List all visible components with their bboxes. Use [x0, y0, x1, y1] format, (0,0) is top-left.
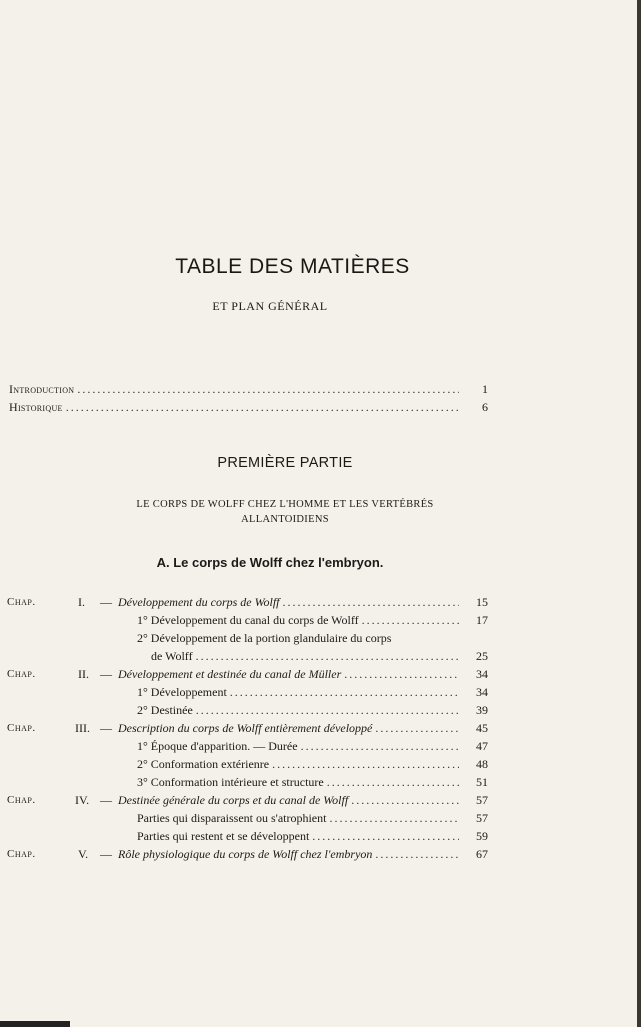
- toc-row-historique[interactable]: [9, 400, 488, 415]
- chapter-tag: Chap.: [7, 848, 36, 860]
- toc-row-entry[interactable]: [137, 685, 488, 700]
- leader-dots: [327, 775, 459, 790]
- toc-row-chapter[interactable]: [118, 721, 488, 736]
- chapter-tag: Chap.: [7, 794, 36, 806]
- leader-dots: [66, 400, 459, 415]
- toc-page-number: 57: [476, 811, 488, 825]
- toc-row-chapter[interactable]: [118, 595, 488, 610]
- toc-page-number: 17: [476, 613, 488, 627]
- part-subtitle: [0, 497, 570, 527]
- chapter-dash: —: [100, 793, 112, 807]
- toc-page-number: 15: [476, 595, 488, 609]
- page-corner-shadow: [0, 1021, 70, 1027]
- toc-page-number: 51: [476, 775, 488, 789]
- toc-page-number: 57: [476, 793, 488, 807]
- toc-row-entry[interactable]: [137, 757, 488, 772]
- toc-page-number: 6: [482, 400, 488, 414]
- entry-text: 1° Développement du canal du corps de Wolff: [137, 613, 359, 627]
- toc-row-entry[interactable]: [137, 811, 488, 826]
- entry-text: 2° Destinée: [137, 703, 193, 717]
- toc-page-number: 25: [476, 649, 488, 663]
- entry-text: 1° Époque d'apparition. — Durée: [137, 739, 298, 753]
- leader-dots: [77, 382, 459, 397]
- page-title: TABLE DES MATIÈRES: [175, 255, 410, 278]
- toc-row-entry[interactable]: [151, 649, 488, 664]
- leader-dots: [230, 685, 459, 700]
- toc-row-entry[interactable]: [137, 739, 488, 754]
- book-spine-edge: [637, 0, 641, 1027]
- leader-dots: [375, 721, 459, 736]
- leader-dots: [301, 739, 459, 754]
- chapter-numeral: III.: [75, 721, 90, 735]
- toc-page-number: 47: [476, 739, 488, 753]
- chapter-title: Développement du corps de Wolff: [118, 595, 280, 609]
- entry-text: 1° Développement: [137, 685, 227, 699]
- leader-dots: [329, 811, 459, 826]
- page-subtitle: ET PLAN GÉNÉRAL: [212, 299, 328, 313]
- entry-text: Parties qui restent et se développent: [137, 829, 310, 843]
- toc-row-entry[interactable]: [137, 775, 488, 790]
- leader-dots: [196, 703, 459, 718]
- entry-text: 3° Conformation intérieure et structure: [137, 775, 324, 789]
- chapter-tag: Chap.: [7, 722, 36, 734]
- entry-text: 2° Conformation extérienre: [137, 757, 270, 771]
- toc-row-introduction[interactable]: [9, 382, 488, 397]
- toc-page-number: 45: [476, 721, 488, 735]
- chapter-title: Développement et destinée du canal de Müller: [118, 667, 342, 681]
- toc-row-entry[interactable]: [137, 631, 488, 646]
- chapter-dash: —: [100, 667, 112, 681]
- leader-dots: [362, 613, 459, 628]
- toc-label: Historique: [9, 400, 63, 414]
- chapter-numeral: IV.: [75, 793, 90, 807]
- chapter-numeral: II.: [78, 667, 89, 681]
- leader-dots: [312, 829, 459, 844]
- toc-page-number: 67: [476, 847, 488, 861]
- chapter-title: Description du corps de Wolff entièrement développé: [118, 721, 373, 735]
- toc-page-number: 34: [476, 685, 488, 699]
- leader-dots: [196, 649, 459, 664]
- leader-dots: [272, 757, 459, 772]
- toc-page-number: 1: [482, 382, 488, 396]
- toc-page-number: 34: [476, 667, 488, 681]
- chapter-title: Destinée générale du corps et du canal de Wolff: [118, 793, 349, 807]
- section-title: A. Le corps de Wolff chez l'embryon.: [156, 555, 384, 570]
- chapter-title: Rôle physiologique du corps de Wolff chez l'embryon: [118, 847, 373, 861]
- chapter-dash: —: [100, 721, 112, 735]
- entry-text: Parties qui disparaissent ou s'atrophient: [137, 811, 327, 825]
- leader-dots: [344, 667, 459, 682]
- toc-page-number: 48: [476, 757, 488, 771]
- toc-row-entry[interactable]: [137, 703, 488, 718]
- toc-row-chapter[interactable]: [118, 793, 488, 808]
- chapter-numeral: V.: [78, 847, 89, 861]
- chapter-dash: —: [100, 595, 112, 609]
- toc-row-entry[interactable]: [137, 829, 488, 844]
- toc-label: Introduction: [9, 382, 75, 396]
- toc-row-entry[interactable]: [137, 613, 488, 628]
- part-subtitle-line: LE CORPS DE WOLFF CHEZ L'HOMME ET LES VERTÉBRÉS: [136, 499, 434, 510]
- chapter-tag: Chap.: [7, 596, 36, 608]
- leader-dots: [375, 847, 459, 862]
- chapter-dash: —: [100, 847, 112, 861]
- toc-row-chapter[interactable]: [118, 667, 488, 682]
- toc-row-chapter[interactable]: [118, 847, 488, 862]
- toc-page-number: 59: [476, 829, 488, 843]
- entry-text: 2° Développement de la portion glandulaire du corps: [137, 631, 392, 645]
- leader-dots: [351, 793, 459, 808]
- entry-text: de Wolff: [151, 649, 193, 663]
- chapter-tag: Chap.: [7, 668, 36, 680]
- part-subtitle-line: ALLANTOIDIENS: [241, 514, 329, 525]
- leader-dots: [283, 595, 459, 610]
- chapter-numeral: I.: [78, 595, 85, 609]
- part-title: PREMIÈRE PARTIE: [217, 455, 353, 471]
- toc-page-number: 39: [476, 703, 488, 717]
